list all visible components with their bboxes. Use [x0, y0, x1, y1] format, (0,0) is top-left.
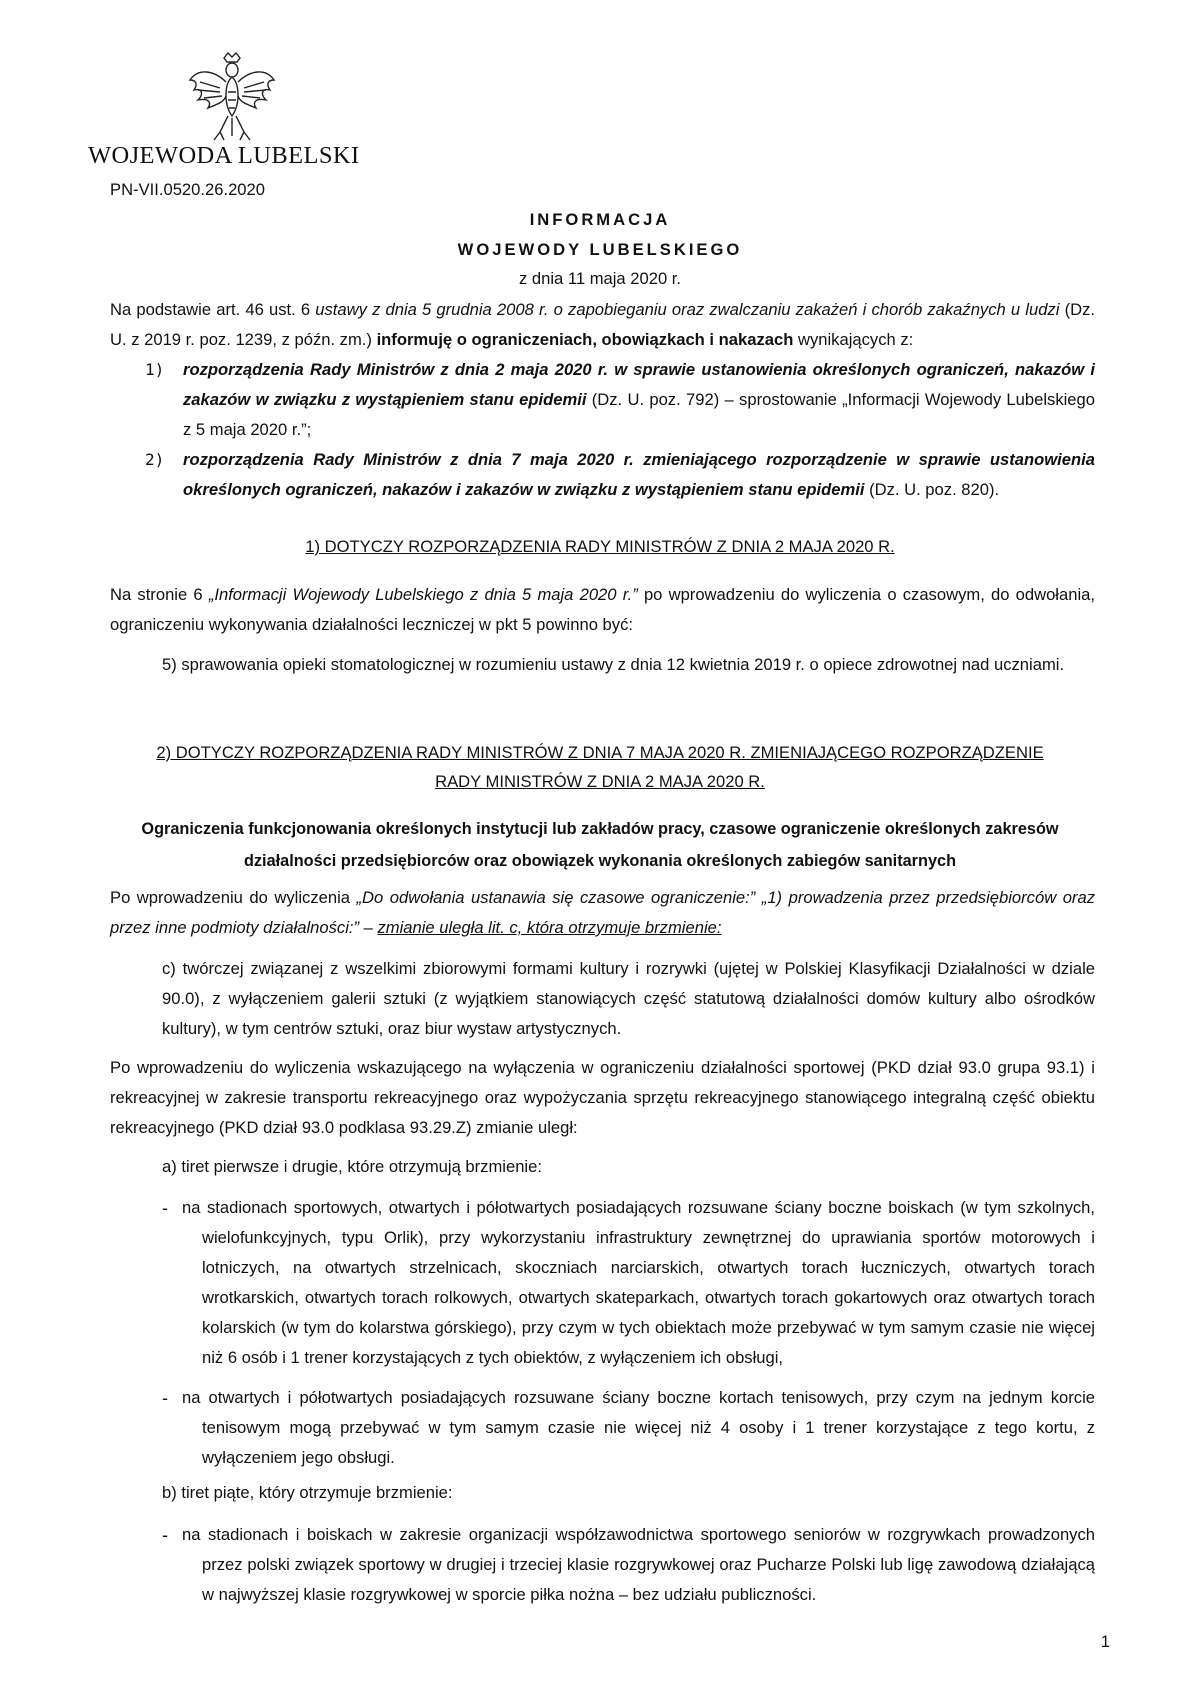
section-1-quote	[162, 650, 1095, 680]
item-act-title: rozporządzenia Rady Ministrów z dnia 2 maja 2020 r. w sprawie ustanowienia określonych ograniczeń, nakazów i zakazów w związku z wystąpieniem stanu epidemii	[183, 360, 1095, 409]
list-b-heading: b) tiret piąte, który otrzymuje brzmienie:	[162, 1483, 453, 1502]
section-2-paragraph-2	[110, 1053, 1095, 1143]
section-2-subheading: Ograniczenia funkcjonowania określonych instytucji lub zakładów pracy, czasowe ograniczenie określonych zakresów działalności przedsiębiorców oraz obowiązek wykonania określonych zabiegów sanitarnych	[141, 820, 1059, 870]
section-2-heading-line-1: 2) DOTYCZY ROZPORZĄDZENIA RADY MINISTRÓW Z DNIA 7 MAJA 2020 R. ZMIENIAJĄCEGO ROZPORZĄDZENIE	[156, 743, 1044, 762]
s1-quoted-title: „Informacji Wojewody Lubelskiego z dnia 5 maja 2020 r.”	[208, 585, 638, 604]
reference-number: PN-VII.0520.26.2020	[110, 180, 265, 199]
dash-bullet: -	[162, 1198, 168, 1218]
intro-text-3: (Dz. U. z 2019 r. poz. 1239, z późn. zm.)	[110, 300, 1095, 349]
document-date: z dnia 11 maja 2020 r.	[518, 269, 682, 288]
list-item-text: na otwartych i półotwartych posiadających rozsuwane ściany boczne kortach tenisowych, przy czym na jednym korcie tenisowym mogą przebywać w tym samym czasie nie więcej niż 4 osoby i 1 trener korzystające z tego kortu, z wyłączeniem jego obsługi.	[182, 1388, 1095, 1467]
s1-text-3: po wprowadzeniu do wyliczenia o czasowym, do odwołania, ograniczeniu wykonywania działalności leczniczej w pkt 5 powinno być:	[110, 585, 1095, 634]
section-2-heading-line-2: RADY MINISTRÓW Z DNIA 2 MAJA 2020 R.	[435, 772, 765, 791]
numbered-item	[110, 445, 1095, 505]
intro-bold: informuję o ograniczeniach, obowiązkach i nakazach	[376, 330, 794, 349]
list-item-text: na stadionach sportowych, otwartych i półotwartych posiadających rozsuwane ściany boczne boiskach (w tym szkolnych, wielofunkcyjnych, typu Orlik), przy wykorzystaniu infrastruktury zewnętrznej do uprawiania sportów motorowych i lotniczych, na otwartych strzelnicach, skoczniach narciarskich, otwartych torach łuczniczych, otwartych torach wrotkarskich, otwartych torach rolkowych, otwartych skateparkach, otwartych torach gokartowych oraz otwartych torach kolarskich (w tym do kolarstwa górskiego), przy czym w tych obiektach może przebywać w tym samym czasie nie więcej niż 6 osób i 1 trener korzystających z tych obiektów, z wyłączeniem ich obsługi,	[182, 1198, 1095, 1367]
intro-act-title: ustawy z dnia 5 grudnia 2008 r. o zapobieganiu oraz zwalczaniu zakażeń i chorób zakaźnych u ludzi	[315, 300, 1060, 319]
title-line-1: INFORMACJA	[529, 210, 671, 229]
section-2-paragraph	[110, 883, 1095, 943]
issuer-name: WOJEWODA LUBELSKI	[88, 142, 360, 169]
section-1-heading: 1) DOTYCZY ROZPORZĄDZENIA RADY MINISTRÓW Z DNIA 2 MAJA 2020 R.	[305, 537, 895, 556]
list-item	[162, 1193, 1095, 1373]
item-rest: (Dz. U. poz. 792) – sprostowanie „Informacji Wojewody Lubelskiego z 5 maja 2020 r.”;	[183, 390, 1095, 439]
item-number: 2)	[145, 450, 165, 469]
s2-quoted-enumeration: „Do odwołania ustanawia się czasowe ograniczenie:” „1) prowadzenia przez przedsiębiorców oraz przez inne podmioty działalności:”	[110, 888, 1095, 937]
intro-paragraph	[110, 295, 1095, 355]
section-1-paragraph	[110, 580, 1095, 640]
eagle-emblem-icon	[184, 50, 280, 150]
list-item-text: na stadionach i boiskach w zakresie organizacji współzawodnictwa sportowego seniorów w rozgrywkach prowadzonych przez polski związek sportowy w drugiej i trzeciej klasie rozgrywkowej oraz Pucharze Polski lub ligę zawodową działającą w najwyższej klasie rozgrywkowej w sporcie piłka nożna – bez udziału publiczności.	[182, 1525, 1095, 1604]
item-number: 1)	[145, 360, 165, 379]
s2-text-3: –	[359, 918, 378, 937]
s2-paragraph-2-text: Po wprowadzeniu do wyliczenia wskazującego na wyłączenia w ograniczeniu działalności sportowej (PKD dział 93.0 grupa 93.1) i rekreacyjnej w zakresie transportu rekreacyjnego oraz wypożyczania sprzętu rekreacyjnego stanowiącego integralną część obiektu rekreacyjnego (PKD dział 93.0 podklasa 93.29.Z) zmianie uległ:	[110, 1058, 1095, 1137]
title-line-2: WOJEWODY LUBELSKIEGO	[457, 240, 743, 259]
item-act-title: rozporządzenia Rady Ministrów z dnia 7 maja 2020 r. zmieniającego rozporządzenie w sprawie ustanowienia określonych ograniczeń, nakazów i zakazów w związku z wystąpieniem stanu epidemii	[183, 450, 1095, 499]
s1-text-1: Na stronie 6	[110, 585, 209, 604]
s1-quote-text: 5) sprawowania opieki stomatologicznej w rozumieniu ustawy z dnia 12 kwietnia 2019 r. o opiece zdrowotnej nad uczniami.	[162, 655, 1065, 674]
numbered-item	[110, 355, 1095, 445]
section-2-quote	[162, 954, 1095, 1044]
s2-text-1: Po wprowadzeniu do wyliczenia	[110, 888, 357, 907]
list-a-heading: a) tiret pierwsze i drugie, które otrzymują brzmienie:	[162, 1157, 542, 1176]
intro-text-1: Na podstawie art. 46 ust. 6	[110, 300, 316, 319]
s2-quote-text: c) twórczej związanej z wszelkimi zbiorowymi formami kultury i rozrywki (ujętej w Polskiej Klasyfikacji Działalności w dziale 90.0), z wyłączeniem galerii sztuki (z wyjątkiem stanowiących część statutową działalności domów kultury albo ośrodków kultury), w tym centrów sztuki, oraz biur wystaw artystycznych.	[162, 959, 1095, 1038]
s2-change-note: zmianie uległa lit. c, która otrzymuje brzmienie:	[377, 918, 722, 937]
item-rest: (Dz. U. poz. 820).	[864, 480, 1000, 499]
page-number: 1	[1100, 1632, 1110, 1651]
list-item	[162, 1383, 1095, 1473]
dash-bullet: -	[162, 1525, 168, 1545]
intro-text-5: wynikających z:	[793, 330, 914, 349]
list-item	[162, 1520, 1095, 1610]
dash-bullet: -	[162, 1388, 168, 1408]
